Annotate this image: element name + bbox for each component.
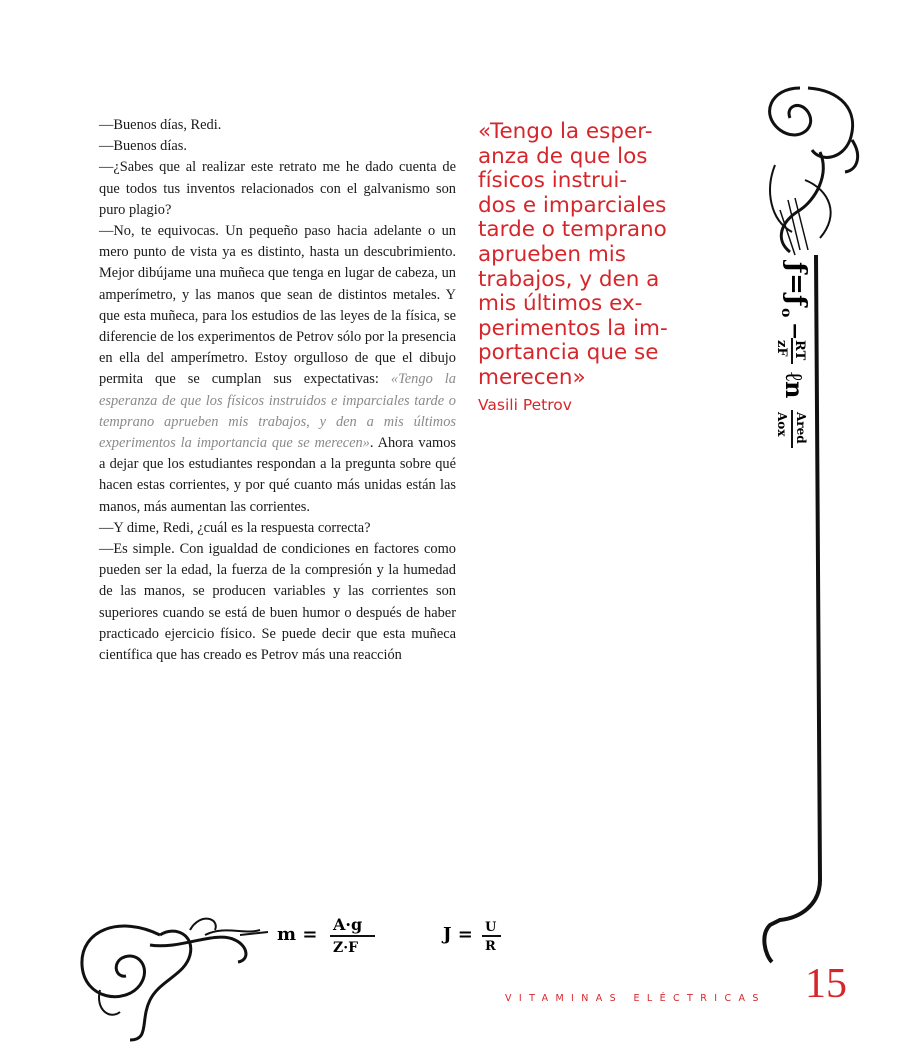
dialogue-line (99, 221, 456, 518)
mass-formula-numerator: A·g (333, 915, 363, 934)
formula-subscript: o (778, 308, 794, 318)
dialogue-line: —Es simple. Con igualdad de condiciones en factores como pueden ser la edad, la fuerza de la compresión y la humedad de las manos, se producen variables y las corrientes son superiores cuando se está de buen humor o después de haber practicado ejercicio físico. Se puede decir que esta muñeca científica que has creado es Petrov más una reacción (99, 541, 456, 664)
current-formula-numerator: U (485, 920, 497, 935)
page-number: 15 (805, 961, 847, 1007)
formula-fraction-denominator: zF (774, 340, 789, 357)
dialogue-text: —No, te equivocas. Un pequeño paso hacia adelante o un mero punto de vista ya es distinto, hasta un descubrimiento. Mejor dibújame una muñeca que tenga en lugar de cabeza, un amperímetro, y las manos que sean de distintos metales. Y que esta muñeca, para los estudios de las leyes de la física, se diferencie de los experimentos de Petrov sólo por la presencia en ella del amperímetro. Estoy orgulloso de que el dibujo permita que se cumplan sus expectativas: (99, 223, 456, 388)
bottom-scroll-ornament (82, 919, 268, 1040)
top-scroll-ornament (770, 88, 858, 255)
formula-ratio-denominator: Aox (775, 412, 789, 437)
formula-minus: − (782, 322, 808, 341)
formula-ratio-numerator: Ared (794, 412, 808, 444)
formula-ln: ℓn (780, 372, 809, 399)
dialogue-line: —¿Sabes que al realizar este retrato me he dado cuenta de que todos tus inventos relacionados con el galvanismo son puro plagio? (99, 159, 456, 218)
running-footer-title: VITAMINAS ELÉCTRICAS (505, 993, 766, 1004)
dialogue-text-continued: . Ahora vamos a dejar que los estudiantes respondan a la pregunta sobre qué hacen estas corrientes, y por qué cuanto más unidas están las manos, más aumentan las corrientes. (99, 435, 456, 515)
article-body (99, 115, 456, 666)
bottom-formulas (275, 910, 515, 960)
formula-lhs: ƒ=ƒ (781, 262, 811, 307)
pull-quote-text: «Tengo la esper- anza de que los físicos instrui- dos e imparciales tarde o temprano aprueben mis trabajos, y den a mis últimos ex- perimentos la im- portancia que se merecen» (478, 119, 668, 390)
dialogue-line: —Y dime, Redi, ¿cuál es la respuesta correcta? (99, 519, 371, 536)
mass-formula-lhs: m = (277, 924, 318, 945)
current-formula-denominator: R (485, 939, 496, 954)
pull-quote (478, 120, 703, 417)
nernst-formula (770, 260, 840, 510)
inline-quote: «Tengo la esperanza de que los físicos instruidos e imparciales tarde o temprano aprueben mis trabajos, y den a mis últimos experimentos la importancia que se merecen» (99, 371, 456, 452)
dialogue-line: —Buenos días, Redi. (99, 117, 222, 133)
mass-formula-denominator: Z·F (333, 940, 359, 956)
current-formula-lhs: J = (443, 924, 473, 945)
formula-fraction-numerator: RT (792, 340, 807, 361)
pull-quote-author: Vasili Petrov (478, 395, 572, 414)
dialogue-line: —Buenos días. (99, 138, 187, 155)
